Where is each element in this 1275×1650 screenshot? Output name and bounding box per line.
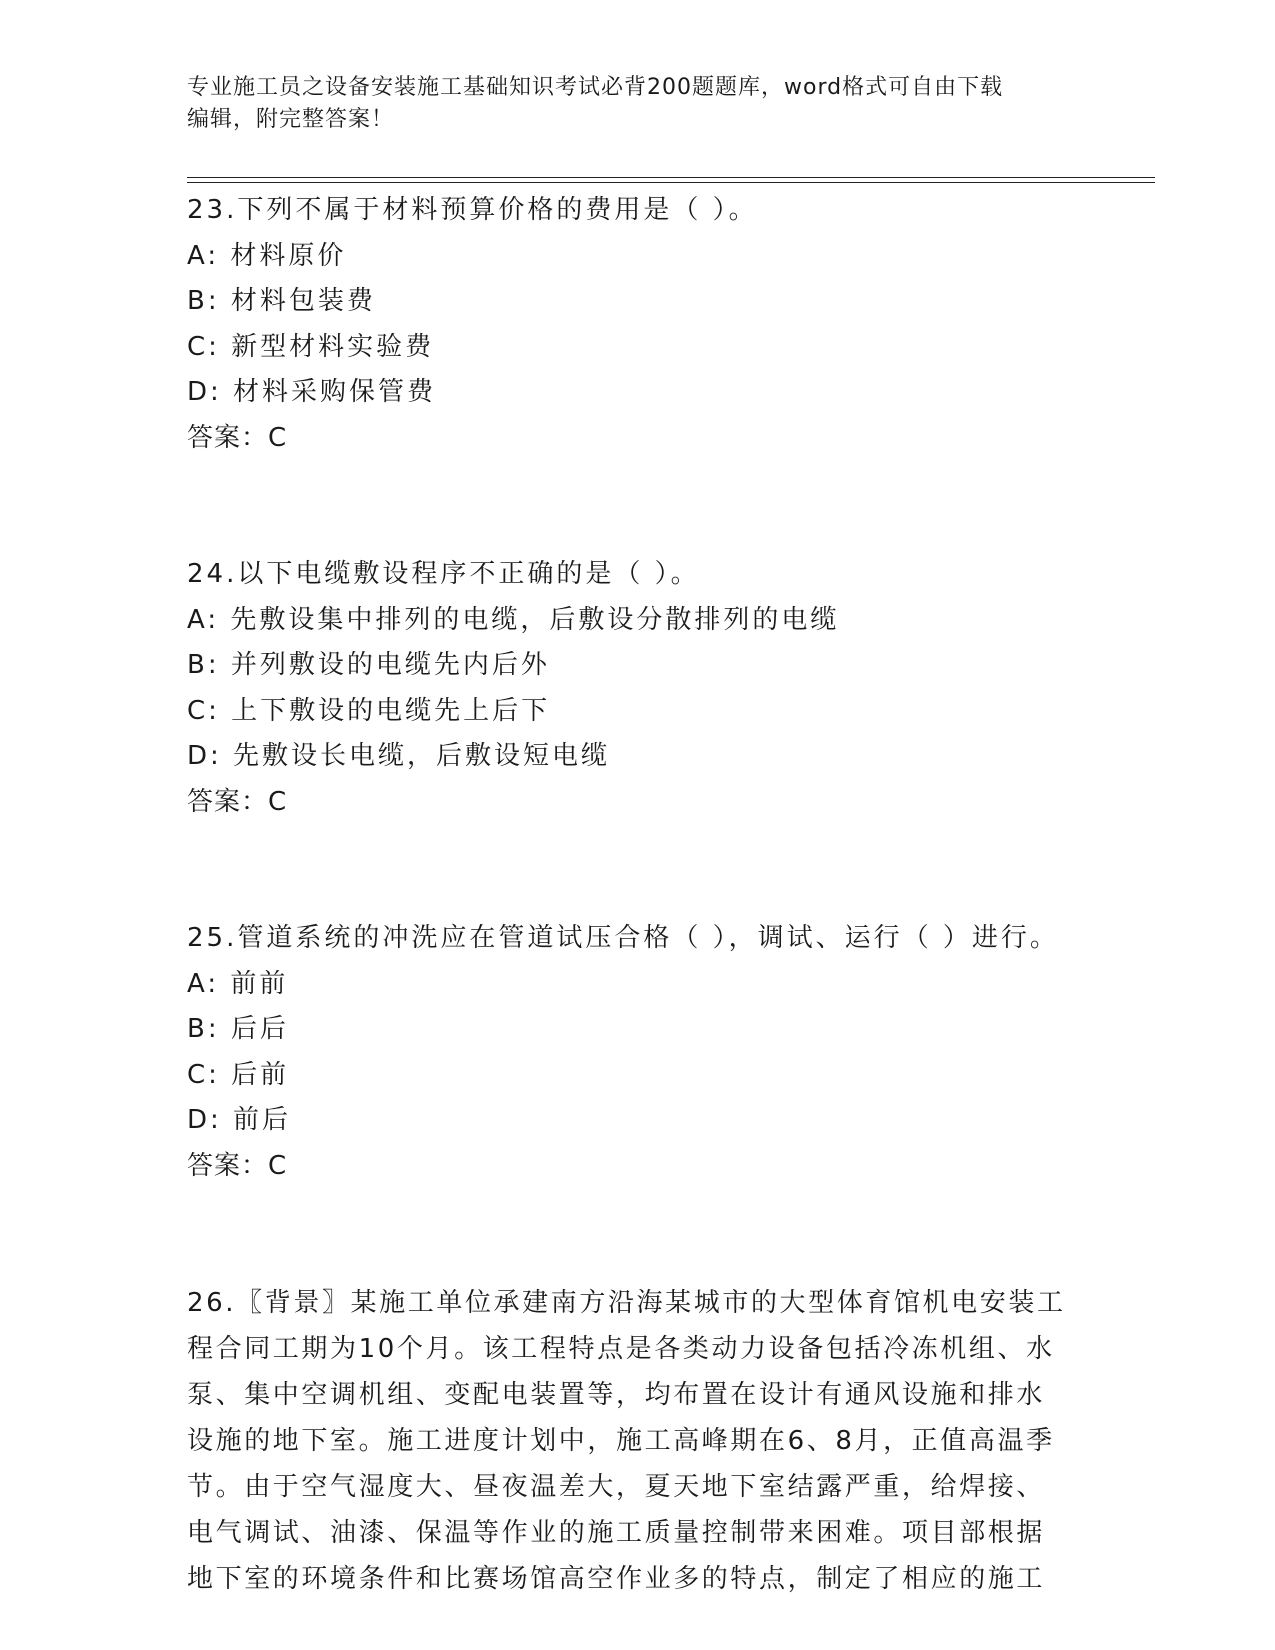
option-a: A: 材料原价 — [187, 240, 347, 271]
option-b: B: 并列敷设的电缆先内后外 — [187, 650, 550, 680]
background-line: 地下室的环境条件和比赛场馆高空作业多的特点，制定了相应的施工 — [187, 1564, 1046, 1594]
background-line: 泵、集中空调机组、变配电装置等，均布置在设计有通风设施和排水 — [187, 1380, 1046, 1410]
header-divider-bottom — [187, 182, 1155, 183]
option-d: D: 前后 — [187, 1105, 292, 1135]
option-a: A: 前前 — [187, 968, 289, 999]
option-c: C: 后前 — [187, 1059, 290, 1090]
background-line: 电气调试、油漆、保温等作业的施工质量控制带来困难。项目部根据 — [187, 1518, 1046, 1548]
question-stem: 23.下列不属于材料预算价格的费用是（ ）。 — [187, 195, 758, 225]
document-header — [187, 72, 1087, 136]
background-line: 26.〖背景〗某施工单位承建南方沿海某城市的大型体育馆机电安装工 — [187, 1288, 1066, 1318]
question-23 — [187, 188, 1087, 461]
header-line-1: 专业施工员之设备安装施工基础知识考试必背200题题库，word格式可自由下载 — [187, 75, 1004, 100]
answer: 答案：C — [187, 786, 288, 817]
background-line: 设施的地下室。施工进度计划中，施工高峰期在6、8月，正值高温季 — [187, 1426, 1055, 1456]
option-d: D: 材料采购保管费 — [187, 377, 437, 407]
answer: 答案：C — [187, 422, 288, 453]
option-b: B: 材料包装费 — [187, 286, 376, 316]
question-stem: 24.以下电缆敷设程序不正确的是（ ）。 — [187, 559, 700, 589]
answer: 答案：C — [187, 1150, 288, 1181]
question-26-background — [187, 1280, 1087, 1602]
question-stem: 25.管道系统的冲洗应在管道试压合格（ ），调试、运行（ ）进行。 — [187, 923, 1059, 953]
question-list — [187, 188, 1087, 1602]
option-a: A: 先敷设集中排列的电缆，后敷设分散排列的电缆 — [187, 604, 840, 635]
option-c: C: 新型材料实验费 — [187, 331, 435, 362]
option-d: D: 先敷设长电缆，后敷设短电缆 — [187, 741, 611, 771]
background-line: 程合同工期为10个月。该工程特点是各类动力设备包括冷冻机组、水 — [187, 1334, 1055, 1364]
option-c: C: 上下敷设的电缆先上后下 — [187, 695, 551, 726]
background-line: 节。由于空气湿度大、昼夜温差大，夏天地下室结露严重，给焊接、 — [187, 1472, 1046, 1502]
question-24 — [187, 552, 1087, 825]
header-divider-top — [187, 177, 1155, 178]
option-b: B: 后后 — [187, 1014, 289, 1044]
question-25 — [187, 916, 1087, 1189]
header-line-2: 编辑，附完整答案！ — [187, 107, 395, 132]
